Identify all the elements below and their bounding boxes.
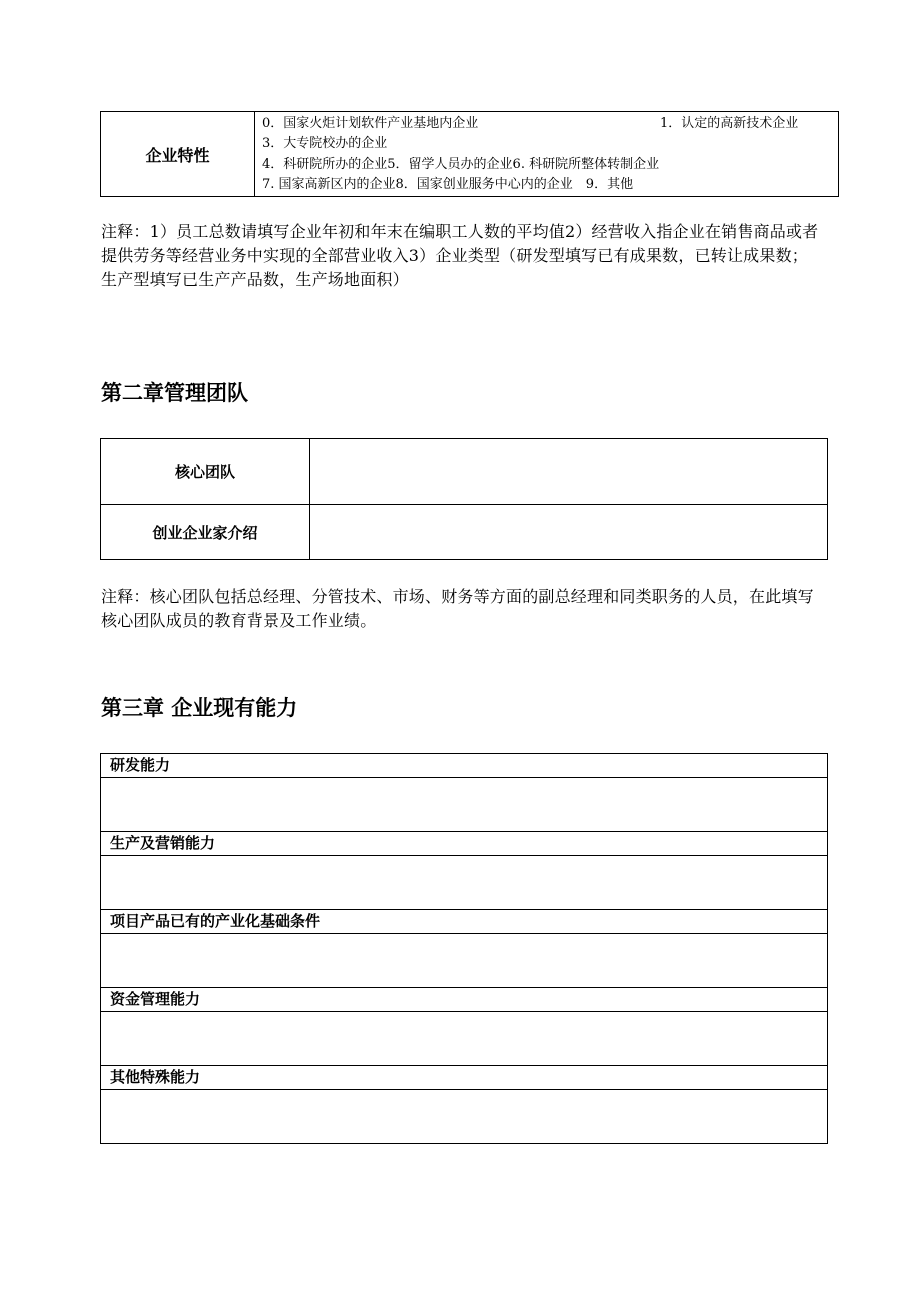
founder-intro-label: 创业企业家介绍 [101,505,310,560]
table-row [101,1012,828,1066]
table-row [101,988,828,1012]
table-row [101,910,828,934]
option-line-3: 4．科研院所办的企业5．留学人员办的企业6. 科研院所整体转制企业 [262,156,660,172]
option-line-4: 7. 国家高新区内的企业8．国家创业服务中心内的企业 9．其他 [262,177,634,192]
table-row [101,856,828,910]
note-core-team: 注释：核心团队包括总经理、分管技术、市场、财务等方面的副总经理和同类职务的人员，在此填写核心团队成员的教育背景及工作业绩。 [101,587,814,630]
table-row [101,778,828,832]
management-team-table [100,438,828,560]
chapter-3-title: 第三章 企业现有能力 [101,696,298,720]
table-row [101,439,828,505]
rd-capability-label: 研发能力 [101,754,828,778]
core-team-field[interactable] [310,439,828,505]
table-row [101,1090,828,1144]
table-row [101,754,828,778]
option-line-2: 3．大专院校办的企业 [262,136,388,151]
chapter-2-title: 第二章管理团队 [101,381,248,405]
rd-capability-field[interactable] [101,778,828,832]
special-capability-label: 其他特殊能力 [101,1066,828,1090]
special-capability-field[interactable] [101,1090,828,1144]
production-marketing-field[interactable] [101,856,828,910]
fund-management-label: 资金管理能力 [101,988,828,1012]
enterprise-feature-label: 企业特性 [101,112,255,197]
core-team-label: 核心团队 [101,439,310,505]
enterprise-feature-options [255,112,839,197]
enterprise-feature-table [100,111,839,197]
industrialization-basis-field[interactable] [101,934,828,988]
table-row [101,505,828,560]
capability-table [100,753,828,1144]
table-row [101,832,828,856]
fund-management-field[interactable] [101,1012,828,1066]
founder-intro-field[interactable] [310,505,828,560]
note-employee-revenue: 注释：1）员工总数请填写企业年初和年末在编职工人数的平均值2）经营收入指企业在销售商品或者提供劳务等经营业务中实现的全部营业收入3）企业类型（研发型填写已有成果数，已转让成果数；生产型填写已生产产品数，生产场地面积） [101,222,819,289]
production-marketing-label: 生产及营销能力 [101,832,828,856]
table-row [101,934,828,988]
option-line-1 [262,114,838,135]
industrialization-basis-label: 项目产品已有的产业化基础条件 [101,910,828,934]
option-1: 1．认定的高新技术企业 [660,115,799,131]
table-row [101,1066,828,1090]
option-0: 0．国家火炬计划软件产业基地内企业 [262,115,479,131]
